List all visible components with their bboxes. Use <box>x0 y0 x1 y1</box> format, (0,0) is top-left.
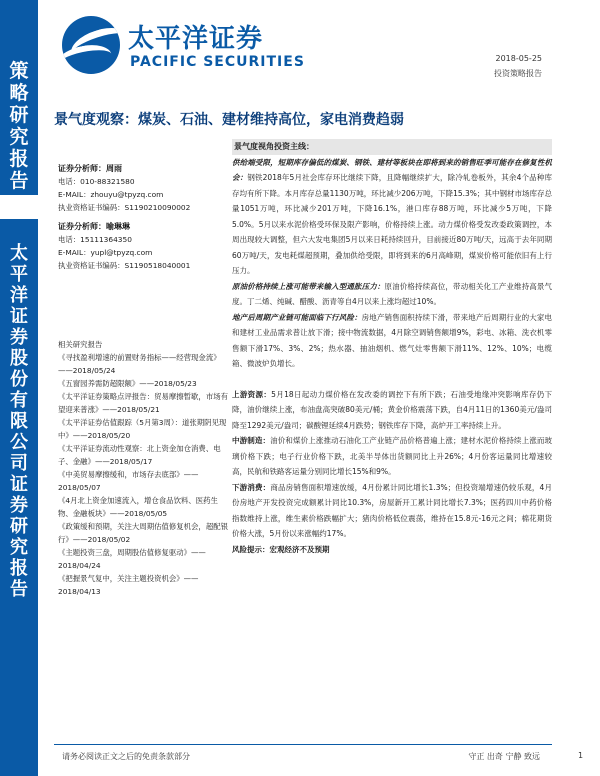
paragraph-body: 5月18日起动力煤价格在发改委的调控下有所下跌；石油受地缘冲突影响库存仍下降，油价继续上涨，布油盘高突破80美元/桶；黄金价格震荡下跌，自4月11日的1360美元/盎司降至1292美元/盎司；碳酸锂延续4月跌势；钢铁库存下降，高炉开工率持续上升。 <box>232 389 552 430</box>
paragraph-midstream <box>232 433 552 480</box>
paragraph-body: 房地产销售面积持续下滑，带来地产后周期行业的大家电和建材工业品需求普让放下滑；接中物流数据，4月除空调销售额增9%，彩电、冰箱、洗衣机零售额下滑17%、3%、2%；热水器、抽油烟机、燃气灶零售额下滑11%、12%、10%；电缆箱、微波炉负增长。 <box>232 312 553 368</box>
logo-chinese-name: 太平洋证券 <box>128 24 264 54</box>
related-report-item[interactable]: 《4月北上资金加速流入，增仓食品饮料、医药生物、金融板块》——2018/05/05 <box>58 496 218 518</box>
paragraph-downstream <box>232 480 552 542</box>
sidebar-divider <box>0 195 38 219</box>
related-report-item[interactable]: 《太平洋证券流动性观察：北上资金加仓消费、电子、金融》——2018/05/17 <box>58 444 221 466</box>
footer-disclaimer: 请务必阅读正文之后的免责条款部分 <box>62 752 190 761</box>
footer-divider <box>54 744 552 745</box>
analyst-name: 证券分析师：周雨 <box>58 164 122 173</box>
report-type: 投资策略报告 <box>494 69 542 78</box>
paragraph-property <box>232 310 552 372</box>
analyst-phone: 电话：15111364350 <box>58 235 132 244</box>
related-report-item[interactable]: 《政策缓和预期，关注大周期估值修复机会，超配银行》——2018/05/02 <box>58 522 228 544</box>
paragraph-lead: 中游制造： <box>232 436 271 445</box>
paragraph-upstream <box>232 387 552 434</box>
sidebar-top-text: 策 略 研 究 报 告 <box>9 60 29 192</box>
paragraph-lead: 上游资源： <box>232 389 272 399</box>
risk-label: 风险提示： <box>232 544 270 554</box>
company-logo <box>62 14 305 78</box>
page-number: 1 <box>578 751 584 760</box>
paragraph-supply <box>232 155 552 279</box>
paragraph-body: 油价和煤价上涨推动石油化工产业链产品价格普遍上涨；建材水泥价格持续上涨而玻璃价格下跌；电子行业价格下跌，北美半导体出货额同比上升26%；4月份客运量同比增速较高，民航和铁路客运量分别同比增长15%和9%。 <box>232 436 553 476</box>
analyst-block <box>58 162 228 214</box>
paragraph-lead: 地产后周期产业链可能面临下行风险： <box>232 312 362 322</box>
sidebar-bottom-text: 太 平 洋 证 券 股 份 有 限 公 司 证 券 研 究 报 告 <box>10 243 28 600</box>
report-title: 景气度观察：煤炭、石油、建材维持高位，家电消费趋弱 <box>54 112 404 128</box>
paragraph-body: 钢铁2018年5月社会库存环比继续下降，且降幅继续扩大，除冷轧卷板外，其余4个品种库存均有所下降。本月库存总量1130万吨，环比减少206万吨，下降15.3%；其中钢材市场库存总量1051万吨，环比减少201万吨，下降16.1%，港口库存88万吨，环比减少5万吨，下降5.0%。5月以来水泥价格受环保及限产影响，价格持续上涨。动力煤价格受发改委政策调控，本周出现较大调整，但六大发电集团5月以来日耗持续回升，目前接近80万吨/天，远高于去年同期60万吨/天，发电耗煤超预期，叠加供给受限，即将到来的6月高峰期，煤炭价格可能依旧有上行压力。 <box>232 173 552 275</box>
analyst-column <box>58 162 228 598</box>
logo-emblem-icon <box>62 16 120 74</box>
paragraph-lead: 原油价格持续上涨可能带来输入型通胀压力： <box>232 281 385 291</box>
report-date: 2018-05-25 <box>495 54 542 63</box>
analyst-name: 证券分析师：喻琳琳 <box>58 222 130 231</box>
paragraph-body: 商品房销售面积增速放缓，4月份累计同比增长1.3%；但投资端增速仍较乐观，4月份房地产开发投资完成额累计同比10.3%，房屋新开工累计同比增长7.3%；医药四川中药价格指数维持上涨，维生素价格跌幅扩大；猪肉价格低位震荡，维持在15.8元-16元之间；棉花期货价格大涨，5月份以来涨幅约17%。 <box>232 482 552 538</box>
related-reports-heading: 相关研究报告 <box>58 340 103 349</box>
analyst-email: E-MAIL：yupl@tpyzq.com <box>58 248 153 257</box>
related-report-item[interactable]: 《太平洋证券策略点评报告：贸易摩擦暂歇，市场有望迎来普涨》——2018/05/21 <box>58 392 228 414</box>
related-report-item[interactable]: 《寻找盈利增速的前置财务指标——经营现金流》——2018/05/24 <box>58 353 221 375</box>
analyst-license: 执业资格证书编码：S1190210090002 <box>58 203 191 212</box>
sidebar <box>0 0 38 776</box>
paragraph-lead: 下游消费： <box>232 482 271 492</box>
related-report-item[interactable]: 《把握景气复中，关注主题投资机会》——2018/04/13 <box>58 574 199 596</box>
analyst-license: 执业资格证书编码：S1190518040001 <box>58 261 191 270</box>
related-report-item[interactable]: 《主题投资三盘，周期股估值修复驱动》——2018/04/24 <box>58 548 206 570</box>
paragraph-body: 原油价格持续高位，带动相关化工产业维持高景气度。丁二烯、纯碱、醋酸、沥青等自4月以来上涨均超过10%。 <box>232 281 553 306</box>
risk-text: 宏观经济不及预期 <box>269 544 330 554</box>
related-report-item[interactable]: 《中美贸易摩擦缓和，市场存去底部》——2018/05/07 <box>58 470 199 492</box>
main-content <box>232 139 552 557</box>
related-report-item[interactable]: 《太平洋证券估值跟踪（5月第3周）：道张期阴见现中》——2018/05/20 <box>58 418 227 440</box>
paragraph-oil <box>232 279 552 310</box>
analyst-phone: 电话：010-88321580 <box>58 177 135 186</box>
related-report-item[interactable]: 《五窗园养需防超限额》——2018/05/23 <box>58 379 197 388</box>
paragraph-lead: 供给端受限，短期库存偏低的煤炭、钢铁、建材等板块在即将到来的销售旺季可能存在修复性机会： <box>232 157 552 182</box>
section-heading: 景气度视角投资主线： <box>232 139 552 155</box>
analyst-email: E-MAIL：zhouyu@tpyzq.com <box>58 190 164 199</box>
logo-english-name: PACIFIC SECURITIES <box>130 54 305 70</box>
risk-warning <box>232 542 552 558</box>
analyst-block <box>58 220 228 272</box>
footer-motto: 守正 出奇 宁静 致远 <box>468 752 540 761</box>
